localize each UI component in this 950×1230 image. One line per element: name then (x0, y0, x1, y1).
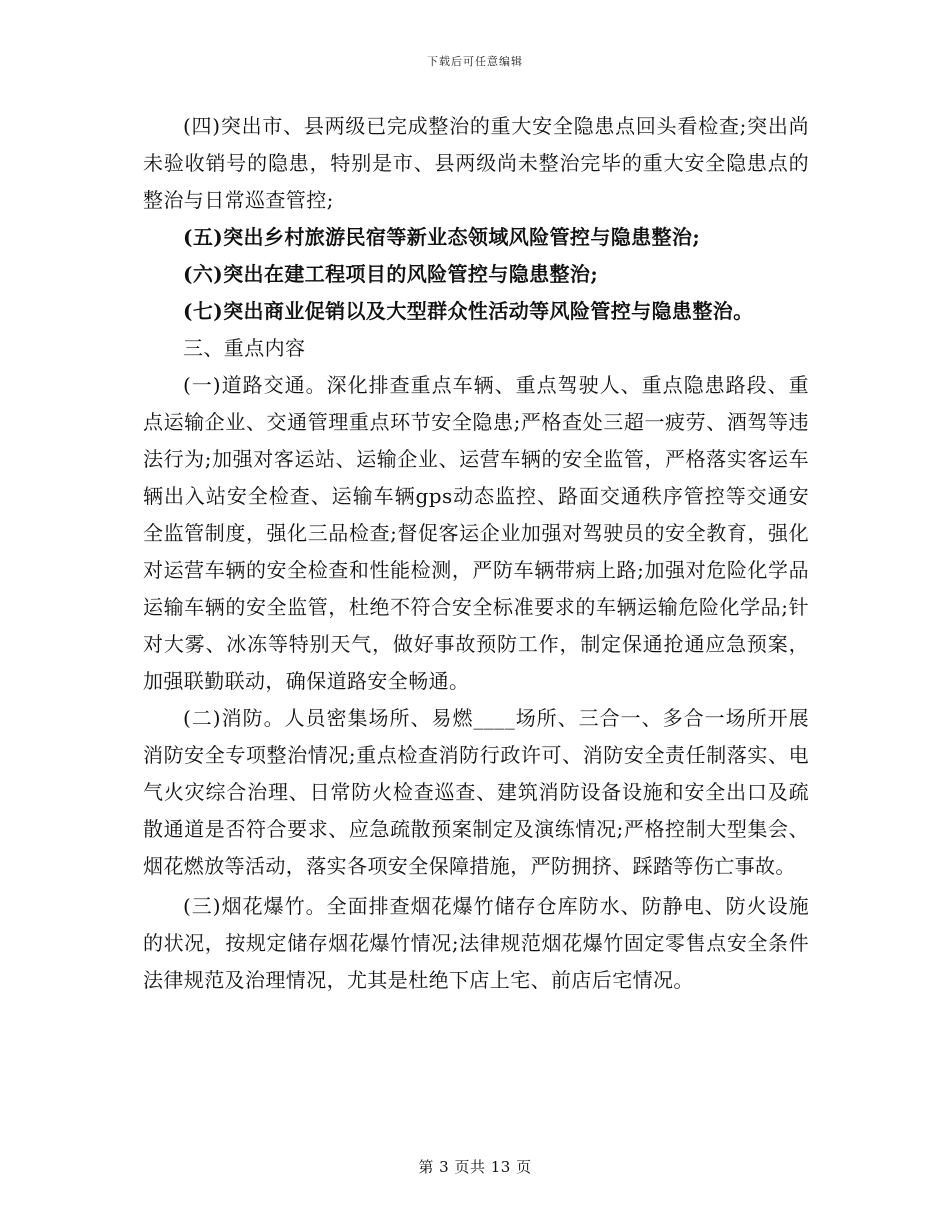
paragraph-check-completed-hazards: (四)突出市、县两级已完成整治的重大安全隐患点回头看检查;突出尚未验收销号的隐患，特别是市、县两级尚未整治完毕的重大安全隐患点的整治与日常巡查管控; (143, 114, 809, 212)
paragraph-construction-projects: (六)突出在建工程项目的风险管控与隐患整治; (183, 262, 599, 286)
paragraph-commercial-events: (七)突出商业促销以及大型群众性活动等风险管控与隐患整治。 (183, 299, 754, 323)
section-heading-key-content: 三、重点内容 (183, 336, 306, 360)
paragraph-rural-tourism: (五)突出乡村旅游民宿等新业态领域风险管控与隐患整治; (183, 225, 701, 249)
page-header: 下载后可任意编辑 (427, 55, 523, 68)
document-body (143, 108, 809, 999)
paragraph-road-traffic: (一)道路交通。深化排查重点车辆、重点驾驶人、重点隐患路段、重点运输企业、交通管理重点环节安全隐患;严格查处三超一疲劳、酒驾等违法行为;加强对客运站、运输企业、运营车辆的安全监管，严格落实客运车辆出入站安全检查、运输车辆gps动态监控、路面交通秩序管控等交通安全监管制度，强化三品检查;督促客运企业加强对驾驶员的安全教育，强化对运营车辆的安全检查和性能检测，严防车辆带病上路;加强对危险化学品运输车辆的安全监管，杜绝不符合安全标准要求的车辆运输危险化学品;针对大雾、冰冻等特别天气，做好事故预防工作，制定保通抢通应急预案，加强联勤联动，确保道路安全畅通。 (143, 373, 809, 693)
paragraph-fire-safety: (二)消防。人员密集场所、易燃____场所、三合一、多合一场所开展消防安全专项整治情况;重点检查消防行政许可、消防安全责任制落实、电气火灾综合治理、日常防火检查巡查、建筑消防设备设施和安全出口及疏散通道是否符合要求、应急疏散预案制定及演练情况;严格控制大型集会、烟花燃放等活动，落实各项安全保障措施，严防拥挤、踩踏等伤亡事故。 (143, 706, 809, 878)
paragraph-fireworks: (三)烟花爆竹。全面排查烟花爆竹储存仓库防水、防静电、防火设施的状况，按规定储存烟花爆竹情况;法律规范烟花爆竹固定零售点安全条件法律规范及治理情况，尤其是杜绝下店上宅、前店后宅情况。 (143, 894, 809, 992)
page-number-footer: 第 3 页共 13 页 (418, 1158, 532, 1176)
